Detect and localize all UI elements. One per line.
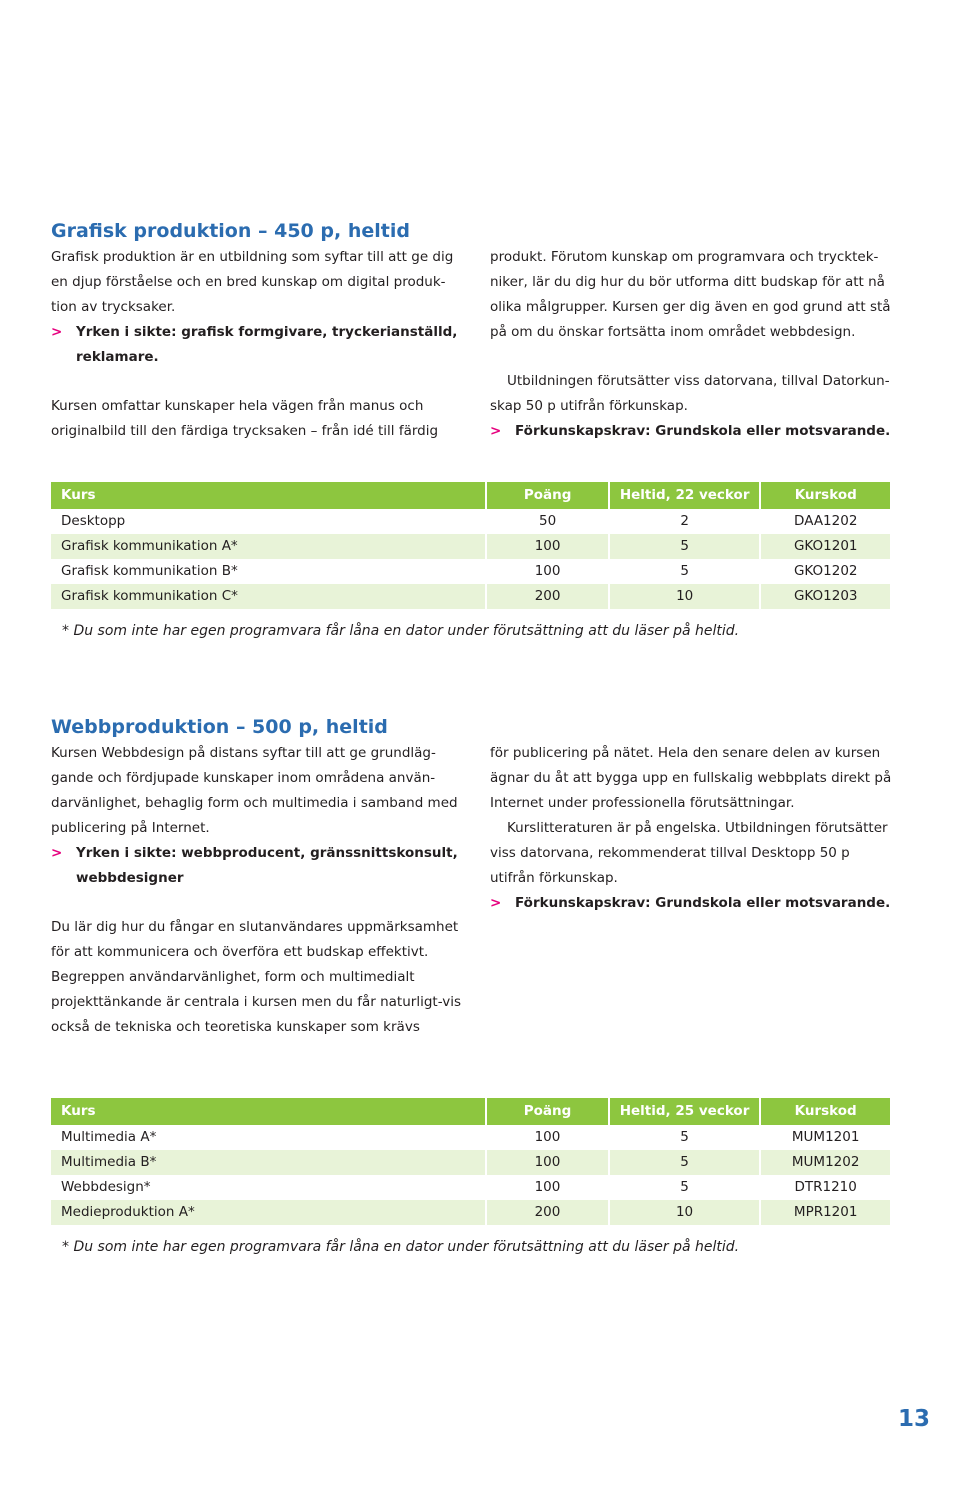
cell-kurs: Grafisk kommunikation A* — [51, 534, 486, 559]
career-text: Yrken i sikte: webbproducent, gränssnittskonsult, webbdesigner — [76, 845, 458, 886]
cell-poang: 100 — [486, 1125, 608, 1150]
table-row — [51, 584, 890, 609]
cell-kurskod: MUM1201 — [760, 1125, 890, 1150]
cell-poang: 100 — [486, 559, 608, 584]
cell-heltid: 5 — [609, 1125, 761, 1150]
table-row — [51, 1200, 890, 1225]
cell-heltid: 2 — [609, 509, 761, 534]
cell-kurskod: GKO1203 — [760, 584, 890, 609]
cell-heltid: 5 — [609, 534, 761, 559]
table-row — [51, 1125, 890, 1150]
cell-poang: 100 — [486, 1150, 608, 1175]
table-footnote: * Du som inte har egen programvara får låna en dator under förutsättning att du läser på heltid. — [62, 1239, 740, 1255]
section2-left-column — [51, 741, 469, 1040]
header-kurskod: Kurskod — [760, 1098, 890, 1125]
cell-kurskod: GKO1202 — [760, 559, 890, 584]
arrow-right-icon: > — [490, 895, 502, 911]
table-row — [51, 1175, 890, 1200]
table-header-row — [51, 482, 890, 509]
arrow-right-icon: > — [490, 423, 502, 439]
cell-heltid: 10 — [609, 1200, 761, 1225]
career-line — [51, 841, 469, 891]
requirement-line — [490, 891, 895, 916]
requirement-line — [490, 419, 895, 444]
section2-right-column — [490, 741, 895, 916]
requirement-text: Förkunskapskrav: Grundskola eller motsvarande. — [515, 895, 891, 911]
table-footnote: * Du som inte har egen programvara får låna en dator under förutsättning att du läser på heltid. — [62, 623, 740, 639]
cell-kurs: Grafisk kommunikation C* — [51, 584, 486, 609]
cell-kurs: Medieproduktion A* — [51, 1200, 486, 1225]
course-table-webbproduktion — [51, 1098, 890, 1225]
cell-poang: 200 — [486, 584, 608, 609]
career-line — [51, 320, 469, 370]
table-header-row — [51, 1098, 890, 1125]
prerequisite-paragraph: Utbildningen förutsätter viss datorvana, tillval Datorkun-skap 50 p utifrån förkunskap. — [490, 373, 890, 414]
cell-kurs: Multimedia A* — [61, 1129, 157, 1145]
header-poang: Poäng — [486, 1098, 608, 1125]
section-title-grafisk-produktion: Grafisk produktion – 450 p, heltid — [51, 220, 410, 242]
cell-kurs: Webbdesign* — [61, 1179, 151, 1195]
table-row — [51, 559, 890, 584]
section-title-webbproduktion: Webbproduktion – 500 p, heltid — [51, 716, 388, 738]
table-row — [51, 1150, 890, 1175]
cell-heltid: 10 — [609, 584, 761, 609]
cell-heltid: 5 — [609, 559, 761, 584]
header-kurs: Kurs — [51, 482, 486, 509]
career-text: Yrken i sikte: grafisk formgivare, tryckerianställd, reklamare. — [76, 324, 458, 365]
cell-kurskod: MPR1201 — [760, 1200, 890, 1225]
table-row — [51, 509, 890, 534]
arrow-right-icon: > — [51, 845, 63, 861]
cell-kurskod: GKO1201 — [760, 534, 890, 559]
cell-kurskod: DAA1202 — [760, 509, 890, 534]
cell-poang: 50 — [486, 509, 608, 534]
cell-kurskod: DTR1210 — [760, 1175, 890, 1200]
arrow-right-icon: > — [51, 324, 63, 340]
cell-kurskod: MUM1202 — [760, 1150, 890, 1175]
body-paragraph-continued: för publicering på nätet. Hela den senare delen av kursen ägnar du åt att bygga upp en fullskalig webbplats direkt på Internet under professionella förutsättningar. — [490, 745, 892, 811]
body-paragraph: Kursen omfattar kunskaper hela vägen från manus och originalbild till den färdiga trycksaken – från idé till färdig — [51, 398, 439, 439]
cell-kurs: Desktopp — [61, 513, 126, 529]
table-row — [51, 534, 890, 559]
header-kurskod: Kurskod — [760, 482, 890, 509]
header-heltid: Heltid, 25 veckor — [609, 1098, 761, 1125]
cell-poang: 100 — [486, 534, 608, 559]
header-heltid: Heltid, 22 veckor — [609, 482, 761, 509]
intro-paragraph: Kursen Webbdesign på distans syftar till att ge grundläg-gande och fördjupade kunskaper inom områdena använ-darvänlighet, behaglig form och multimedia i samband med publicering på Internet. — [51, 745, 458, 836]
intro-paragraph: Grafisk produktion är en utbildning som syftar till att ge dig en djup förståelse och en bred kunskap om digital produk-tion av trycksaker. — [51, 249, 454, 315]
requirement-text: Förkunskapskrav: Grundskola eller motsvarande. — [515, 423, 891, 439]
cell-kurs: Multimedia B* — [51, 1150, 486, 1175]
body-paragraph: Du lär dig hur du fångar en slutanvändares uppmärksamhet för att kommunicera och överföra ett budskap effektivt. Begreppen användarvänlighet, form och multimedialt projekttänkande är centrala i kursen men du får naturligt-vis också de tekniska och teoretiska kunskaper som krävs — [51, 919, 461, 1035]
cell-heltid: 5 — [609, 1175, 761, 1200]
cell-poang: 200 — [486, 1200, 608, 1225]
section1-right-column — [490, 245, 895, 444]
cell-heltid: 5 — [609, 1150, 761, 1175]
page-number: 13 — [897, 1406, 930, 1432]
header-kurs: Kurs — [51, 1098, 486, 1125]
prerequisite-paragraph: Kurslitteraturen är på engelska. Utbildningen förutsätter viss datorvana, rekommenderat tillval Desktopp 50 p utifrån förkunskap. — [490, 820, 888, 886]
body-paragraph-continued: produkt. Förutom kunskap om programvara och trycktek-niker, lär du dig hur du bör utforma ditt budskap för att nå olika målgrupper. Kursen ger dig även en god grund att stå på om du önskar fortsätta inom området webbdesign. — [490, 249, 891, 340]
section1-left-column — [51, 245, 469, 444]
cell-kurs: Grafisk kommunikation B* — [61, 563, 238, 579]
header-poang: Poäng — [486, 482, 608, 509]
course-table-grafisk — [51, 482, 890, 609]
cell-poang: 100 — [486, 1175, 608, 1200]
